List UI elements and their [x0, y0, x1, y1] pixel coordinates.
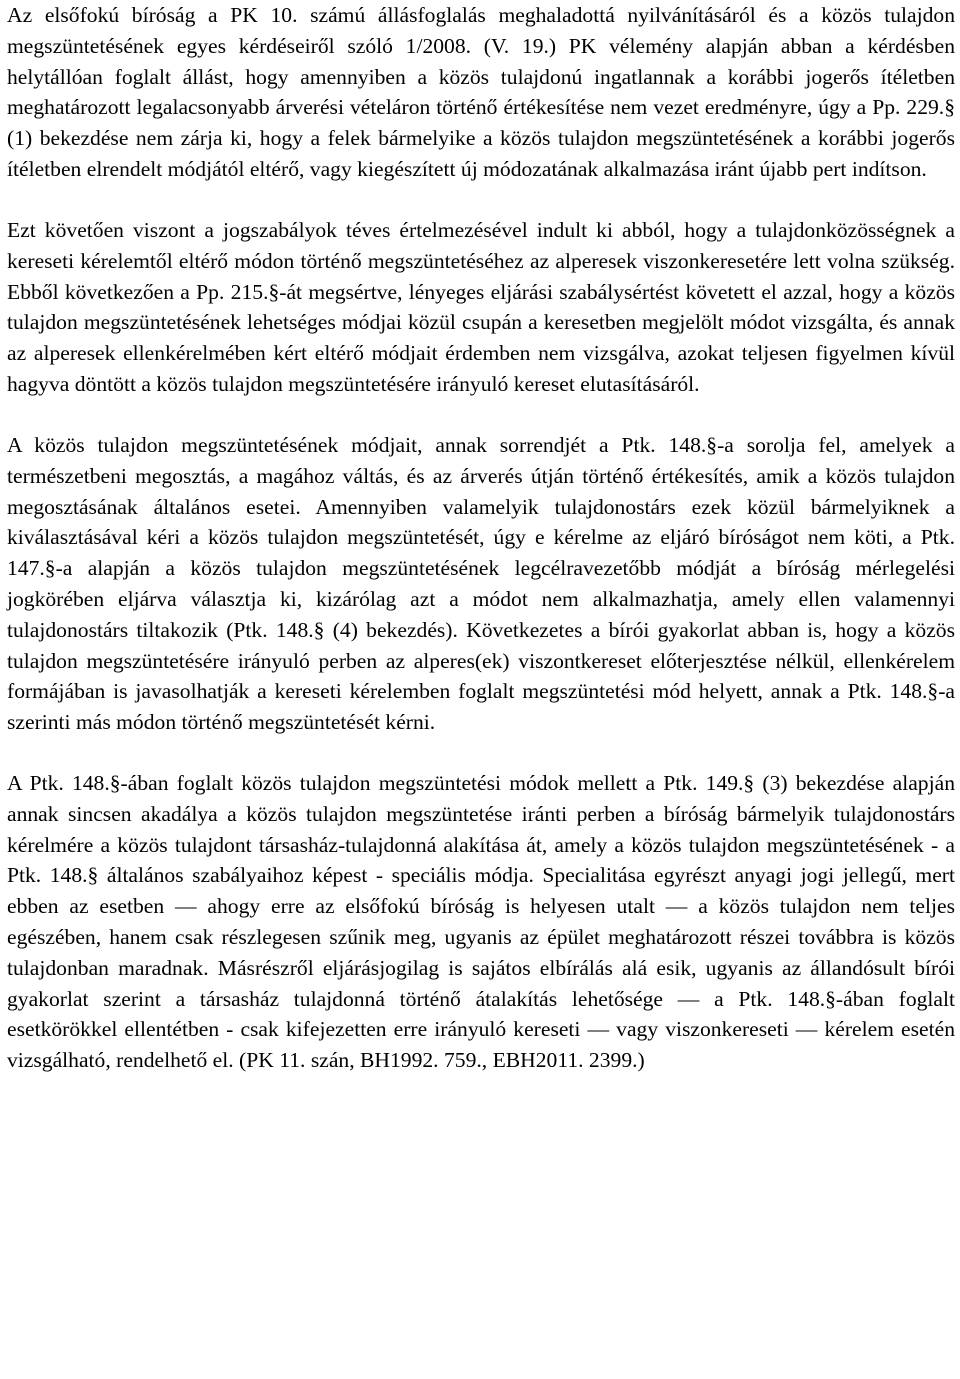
paragraph-2: Ezt követően viszont a jogszabályok téves értelmezésével indult ki abból, hogy a tulajdonközösségnek a kereseti kérelemtől eltérő módon történő megszüntetéséhez az alperesek viszonkeresetére lett volna szükség. Ebből következően a Pp. 215.§-át megsértve, lényeges eljárási szabálysértést követett el azzal, hogy a közös tulajdon megszüntetésének lehetséges módjai közül csupán a keresetben megjelölt módot vizsgálta, és annak az alperesek ellenkérelmében kért eltérő módjait érdemben nem vizsgálva, azokat teljesen figyelmen kívül hagyva döntött a közös tulajdon megszüntetésére irányuló kereset elutasításáról.: [7, 217, 955, 396]
paragraph-spacer: [7, 185, 955, 215]
paragraph-3: A közös tulajdon megszüntetésének módjait, annak sorrendjét a Ptk. 148.§-a sorolja fel, amelyek a természetbeni megosztás, a magához váltás, és az árverés útján történő értékesítés, amik a közös tulajdon megosztásának általános esetei. Amennyiben valamelyik tulajdonostárs ezek közül bármelyiknek a kiválasztásával kéri a közös tulajdon megszüntetését, úgy e kérelme az eljáró bíróságot nem köti, a Ptk. 147.§-a alapján a közös tulajdon megszüntetésének legcélravezetőbb módját a bíróság mérlegelési jogkörében eljárva választja ki, kizárólag azt a módot nem alkalmazhatja, amely ellen valamennyi tulajdonostárs tiltakozik (Ptk. 148.§ (4) bekezdés). Következetes a bírói gyakorlat abban is, hogy a közös tulajdon megszüntetésére irányuló perben az alperes(ek) viszontkereset előterjesztése nélkül, ellenkérelem formájában is javasolhatják a kereseti kérelemben foglalt megszüntetési mód helyett, annak a Ptk. 148.§-a szerinti más módon történő megszüntetését kérni.: [7, 432, 955, 735]
paragraph-spacer: [7, 738, 955, 768]
paragraph-4: A Ptk. 148.§-ában foglalt közös tulajdon megszüntetési módok mellett a Ptk. 149.§ (3) bekezdése alapján annak sincsen akadálya a közös tulajdon megszüntetése iránti perben a bíróság bármelyik tulajdonostárs kérelmére a közös tulajdont társasház-tulajdonná alakítása át, amely a közös tulajdon megszüntetésének - a Ptk. 148.§ általános szabályaihoz képest - speciális módja. Specialitása egyrészt anyagi jogi jellegű, mert ebben az esetben — ahogy erre az elsőfokú bíróság is helyesen utalt — a közös tulajdon nem teljes egészében, hanem csak részlegesen szűnik meg, ugyanis az épület meghatározott részei továbbra is közös tulajdonban maradnak. Másrészről eljárásjogilag is sajátos elbírálás alá esik, ugyanis az állandósult bírói gyakorlat szerint a társasház tulajdonná történő átalakítás lehetősége — a Ptk. 148.§-ában foglalt esetkörökkel ellentétben - csak kifejezetten erre irányuló kereseti — vagy viszonkereseti — kérelem esetén vizsgálható, rendelhető el. (PK 11. szán, BH1992. 759., EBH2011. 2399.): [7, 771, 955, 1073]
paragraph-spacer: [7, 400, 955, 430]
paragraph-1: Az elsőfokú bíróság a PK 10. számú állásfoglalás meghaladottá nyilvánításáról és a közös tulajdon megszüntetésének egyes kérdéseiről szóló 1/2008. (V. 19.) PK vélemény alapján abban a kérdésben helytállóan foglalt állást, hogy amennyiben a közös tulajdonú ingatlannak a korábbi jogerős ítéletben meghatározott legalacsonyabb árverési vételáron történő értékesítése nem vezet eredményre, úgy a Pp. 229.§ (1) bekezdése nem zárja ki, hogy a felek bármelyike a közös tulajdon megszüntetésének a korábbi jogerős ítéletben elrendelt módjától eltérő, vagy kiegészített új módozatának alkalmazása iránt újabb pert indítson.: [7, 3, 955, 181]
document-page: [7, 0, 955, 1076]
